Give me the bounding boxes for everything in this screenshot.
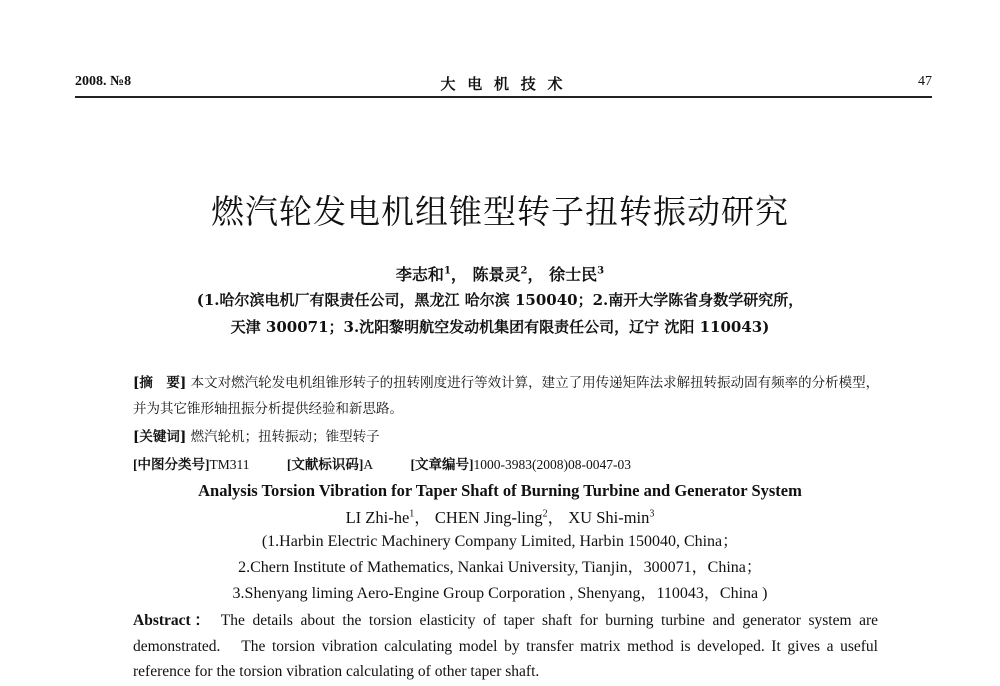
author-sup: 1 bbox=[409, 508, 415, 520]
author-name: LI Zhi-he bbox=[345, 508, 410, 527]
abstract-en bbox=[133, 608, 878, 685]
affiliation-line: 2.Chern Institute of Mathematics, Nankai University, Tianjin，300071，China； bbox=[238, 559, 762, 576]
author-sep: ， bbox=[547, 508, 565, 527]
author-name: 徐士民 bbox=[549, 265, 598, 284]
author-sup: 3 bbox=[649, 508, 655, 520]
author-sep: ， bbox=[450, 265, 467, 284]
author-sup: 3 bbox=[597, 265, 605, 277]
author-sup: 1 bbox=[443, 265, 451, 277]
keywords-label: [关键词] bbox=[133, 429, 187, 445]
author-name: XU Shi-min bbox=[568, 508, 650, 527]
keywords-zh bbox=[133, 425, 380, 445]
paper-title-zh: 燃汽轮发电机组锥型转子扭转振动研究 bbox=[211, 192, 789, 231]
author-sup: 2 bbox=[520, 265, 528, 277]
doc-code-value: A bbox=[363, 457, 374, 472]
author-sep: ， bbox=[527, 265, 544, 284]
authors-en bbox=[0, 504, 1000, 528]
classification-line bbox=[133, 453, 665, 473]
abstract-text: The details about the torsion elasticity of taper shaft for burning turbine and generator system are demonstrated. The torsion vibration calculating model by transfer matrix method is developed. It gives a useful reference for the torsion vibration calculating of other taper shaft. bbox=[133, 612, 878, 680]
clc-label: [中图分类号] bbox=[133, 457, 210, 472]
affiliation-line: (1.Harbin Electric Machinery Company Limited, Harbin 150040, China； bbox=[261, 533, 739, 550]
article-no-value: 1000-3983(2008)08-0047-03 bbox=[473, 457, 631, 472]
abstract-zh bbox=[133, 370, 886, 422]
running-header bbox=[75, 70, 932, 98]
affiliation-zh bbox=[150, 287, 850, 341]
issue-number: 2008. №8 bbox=[75, 74, 132, 89]
author-name: 陈景灵 bbox=[472, 265, 521, 284]
author-sep: ， bbox=[414, 508, 431, 527]
clc-value: TM311 bbox=[209, 457, 250, 472]
article-no-label: [文章编号] bbox=[410, 457, 474, 472]
authors-zh bbox=[0, 262, 1000, 285]
affiliation-line: 天津 300071；3.沈阳黎明航空发动机集团有限责任公司，辽宁 沈阳 110043) bbox=[230, 318, 770, 336]
page-number: 47 bbox=[918, 74, 932, 89]
journal-name: 大 电 机 技 术 bbox=[440, 77, 567, 93]
abstract-label: [摘 要] bbox=[133, 375, 187, 391]
affiliation-en bbox=[0, 529, 1000, 607]
abstract-label: Abstract： bbox=[133, 612, 214, 629]
author-name: 李志和 bbox=[395, 265, 444, 284]
affiliation-line: 3.Shenyang liming Aero-Engine Group Corporation , Shenyang，110043，China ) bbox=[232, 585, 768, 602]
paper-title-en: Analysis Torsion Vibration for Taper Shaft of Burning Turbine and Generator System bbox=[198, 481, 802, 500]
author-name: CHEN Jing-ling bbox=[434, 508, 543, 527]
affiliation-line: (1.哈尔滨电机厂有限责任公司，黑龙江 哈尔滨 150040；2.南开大学陈省身数学研究所， bbox=[196, 291, 804, 309]
abstract-text: 本文对燃汽轮发电机组锥形转子的扭转刚度进行等效计算，建立了用传递矩阵法求解扭转振动固有频率的分析模型， 并为其它锥形轴扭振分析提供经验和新思路。 bbox=[133, 375, 886, 417]
keywords-text: 燃汽轮机；扭转振动；锥型转子 bbox=[190, 429, 380, 445]
doc-code-label: [文献标识码] bbox=[286, 457, 364, 472]
author-sup: 2 bbox=[542, 508, 548, 520]
